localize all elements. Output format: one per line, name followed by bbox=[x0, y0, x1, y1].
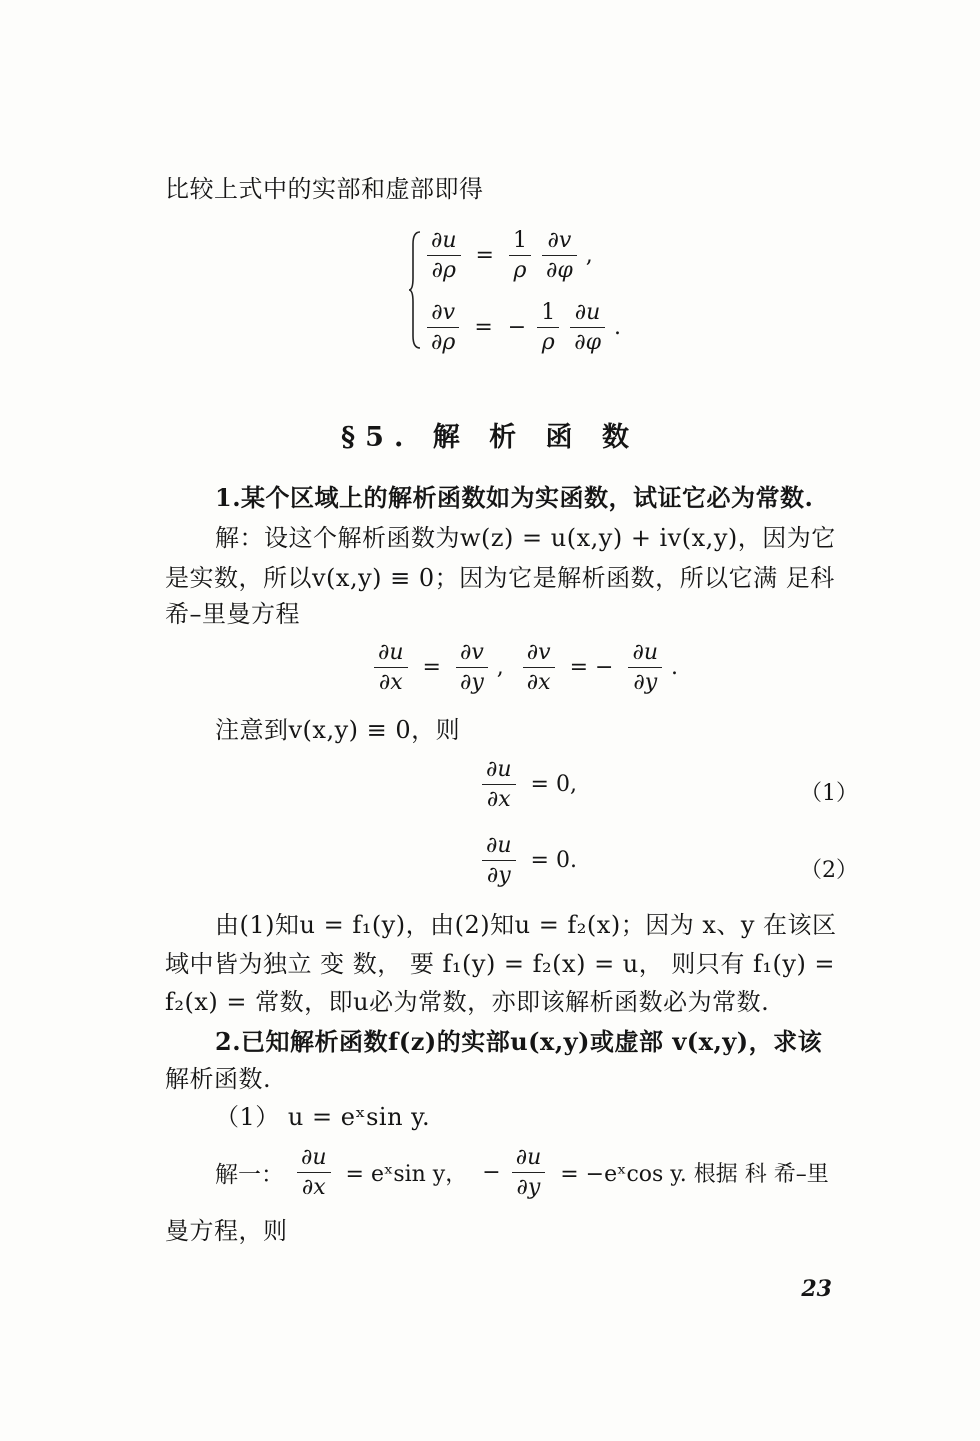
problem-1-conclusion-line-2: 域中皆为独立 变 数， 要 f₁(y) = f₂(x) = u， 则只有 f₁(y) = bbox=[165, 950, 836, 978]
equation-1-label: （1） bbox=[800, 781, 858, 806]
problem-1-solution-line-3: 希–里曼方程 bbox=[165, 600, 300, 628]
equation-1: $\frac{\partial u}{\partial x}$ = 0, bbox=[480, 757, 583, 812]
equation-2-label: （2） bbox=[800, 858, 858, 883]
problem-1-conclusion-line-1: 由(1)知u = f₁(y)，由(2)知u = f₂(x)；因为 x、y 在该区 bbox=[215, 911, 837, 939]
problem-2-statement-line-1: 2.已知解析函数f(z)的实部u(x,y)或虚部 v(x,y)，求该 bbox=[215, 1027, 823, 1056]
left-brace bbox=[408, 230, 422, 350]
cr-polar-row-2: $\frac{\partial v}{\partial\rho}$ = − $\frac{1}{\rho}$ $\frac{\partial u}{\partial\varphi}$ . bbox=[425, 300, 621, 355]
problem-2-solution-1: 解一： $\frac{\partial u}{\partial x}$ = eˣsin y， − $\frac{\partial u}{\partial y}$ = −eˣcos y. 根据 科 希–里 bbox=[215, 1145, 829, 1200]
problem-2-case-1: （1） u = eˣsin y. bbox=[215, 1103, 431, 1131]
equation-2: $\frac{\partial u}{\partial y}$ = 0. bbox=[480, 833, 583, 888]
section-heading: §5. 解 析 函 数 bbox=[341, 422, 639, 453]
problem-1-note: 注意到v(x,y) ≡ 0，则 bbox=[215, 716, 461, 744]
problem-1-conclusion-line-3: f₂(x) = 常数，即u必为常数，亦即该解析函数必为常数. bbox=[165, 988, 770, 1016]
cauchy-riemann-equations: $\frac{\partial u}{\partial x}$ = $\frac{\partial v}{\partial y}$ , $\frac{\partial v}{\partial x}$ = − $\frac{\partial u}{\partial y}$ . bbox=[372, 640, 678, 695]
cr-polar-row-1: $\frac{\partial u}{\partial\rho}$ = $\frac{1}{\rho}$ $\frac{\partial v}{\partial\varphi}$ , bbox=[425, 228, 593, 283]
problem-2-last-line: 曼方程，则 bbox=[165, 1217, 288, 1245]
problem-1-statement: 1.某个区域上的解析函数如为实函数，试证它必为常数. bbox=[215, 483, 814, 512]
problem-1-solution-line-2: 是实数，所以v(x,y) ≡ 0；因为它是解析函数，所以它满 足科 bbox=[165, 564, 835, 592]
problem-1-solution-line-1: 解：设这个解析函数为w(z) = u(x,y) + iv(x,y)，因为它 bbox=[215, 524, 836, 552]
problem-2-statement-line-2: 解析函数. bbox=[165, 1065, 272, 1093]
page-number: 23 bbox=[801, 1276, 832, 1302]
intro-text: 比较上式中的实部和虚部即得 bbox=[165, 175, 484, 203]
